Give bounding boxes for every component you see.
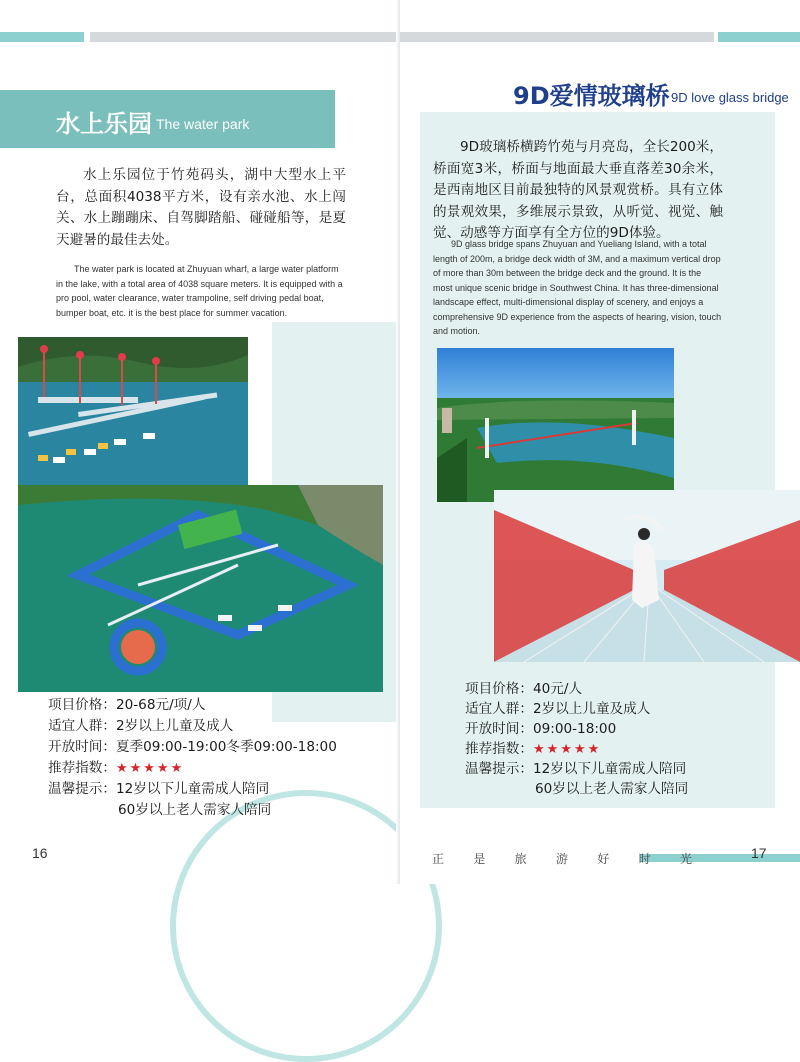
slogan-char: 旅 bbox=[514, 852, 527, 866]
section-title-en: The water park bbox=[156, 116, 250, 132]
info-block-right bbox=[465, 677, 785, 807]
tips-row-right bbox=[465, 757, 686, 777]
tips-row bbox=[48, 777, 269, 797]
tips-label-right: 温馨提示： bbox=[465, 761, 533, 777]
top-accent-bar-right bbox=[718, 32, 800, 42]
price-value-right: 40元/人 bbox=[532, 681, 583, 697]
tips-row-right-2 bbox=[535, 777, 688, 797]
glass-bridge-photo-2 bbox=[494, 490, 800, 662]
tip-1-right: 12岁以下儿童需成人陪同 bbox=[532, 761, 687, 777]
audience-value-right: 2岁以上儿童及成人 bbox=[532, 701, 651, 717]
section-title-zh: 水上乐园 bbox=[56, 110, 152, 138]
hours-value-right: 09:00-18:00 bbox=[532, 721, 617, 737]
hours-row bbox=[48, 735, 337, 755]
tip-2: 60岁以上老人需家人陪同 bbox=[118, 802, 272, 818]
tip-1: 12岁以下儿童需成人陪同 bbox=[115, 781, 270, 797]
slogan-char: 好 bbox=[597, 852, 610, 866]
slogan-char: 游 bbox=[555, 852, 568, 866]
tips-label: 温馨提示： bbox=[48, 781, 116, 797]
rating-label-right: 推荐指数： bbox=[465, 741, 533, 757]
audience-label-right: 适宜人群： bbox=[465, 701, 533, 717]
water-park-photo-2 bbox=[18, 485, 383, 692]
glass-bridge-photo-1 bbox=[437, 348, 674, 502]
audience-label: 适宜人群： bbox=[48, 718, 116, 734]
description-zh: 水上乐园位于竹苑码头，湖中大型水上平台，总面积4038平方米，设有亲水池、水上闯关、水上蹦蹦床、自驾脚踏船、碰碰船等，是夏天避暑的最佳去处。 bbox=[56, 167, 346, 248]
description-en-right: 9D glass bridge spans Zhuyuan and Yueliang Island, with a total length of 200m, a bridge deck width of 3M, and a maximum vertical drop of more than 30m between the bridge deck and the ground. It is the most unique scenic bridge in Southwest China. It has three-dimensional landscape effect, multi-dimensional display of scenery, and enjoys a comprehensive 9D experience from the aspects of hearing, vision, touch and motion. bbox=[433, 239, 722, 336]
slogan-char: 光 bbox=[679, 852, 692, 866]
hours-value: 夏季09:00-19:00冬季09:00-18:00 bbox=[115, 739, 337, 755]
price-row bbox=[48, 693, 205, 713]
page-number-left: 16 bbox=[32, 845, 48, 861]
tips-row-2 bbox=[118, 798, 271, 818]
slogan-char: 是 bbox=[473, 852, 486, 866]
top-grey-bar-right bbox=[400, 32, 714, 42]
section-title-zh-right: 9D爱情玻璃桥 bbox=[513, 82, 670, 110]
rating-row-right bbox=[465, 737, 601, 757]
slogan-char: 正 bbox=[432, 852, 445, 866]
water-park-photo-1 bbox=[18, 337, 248, 487]
slogan-char: 时 bbox=[638, 852, 651, 866]
info-block bbox=[48, 693, 378, 823]
rating-label: 推荐指数： bbox=[48, 760, 116, 776]
audience-row bbox=[48, 714, 233, 734]
audience-row-right bbox=[465, 697, 650, 717]
star-rating-icon-right: ★★★★★ bbox=[532, 742, 602, 757]
top-grey-bar bbox=[90, 32, 400, 42]
rating-row bbox=[48, 756, 184, 776]
description-en: The water park is located at Zhuyuan wharf, a large water platform in the lake, with a total area of 4038 square meters. It is equipped with a pro pool, water clearance, water trampoline, self driving pedal boat, bumper boat, etc. it is the best place for summer vacation. bbox=[56, 264, 343, 318]
price-value: 20-68元/项/人 bbox=[115, 697, 206, 713]
section-title-en-right: 9D love glass bridge bbox=[671, 90, 789, 105]
audience-value: 2岁以上儿童及成人 bbox=[115, 718, 234, 734]
price-row-right bbox=[465, 677, 582, 697]
hours-row-right bbox=[465, 717, 616, 737]
top-accent-bar bbox=[0, 32, 84, 42]
tip-2-right: 60岁以上老人需家人陪同 bbox=[535, 781, 689, 797]
left-page bbox=[0, 0, 400, 884]
price-label-right: 项目价格： bbox=[465, 681, 533, 697]
hours-label-right: 开放时间： bbox=[465, 721, 533, 737]
footer-slogan bbox=[432, 850, 692, 867]
star-rating-icon: ★★★★★ bbox=[115, 761, 185, 776]
hours-label: 开放时间： bbox=[48, 739, 116, 755]
description-zh-right: 9D玻璃桥横跨竹苑与月亮岛，全长200米，桥面宽3米，桥面与地面最大垂直落差30余米，是西南地区目前最独特的风景观赏桥。具有立体的景观效果，多维展示景致，从听觉、视觉、触觉、动感等方面享有全方位的9D体验。 bbox=[433, 139, 723, 241]
price-label: 项目价格： bbox=[48, 697, 116, 713]
page-number-right: 17 bbox=[751, 845, 767, 861]
